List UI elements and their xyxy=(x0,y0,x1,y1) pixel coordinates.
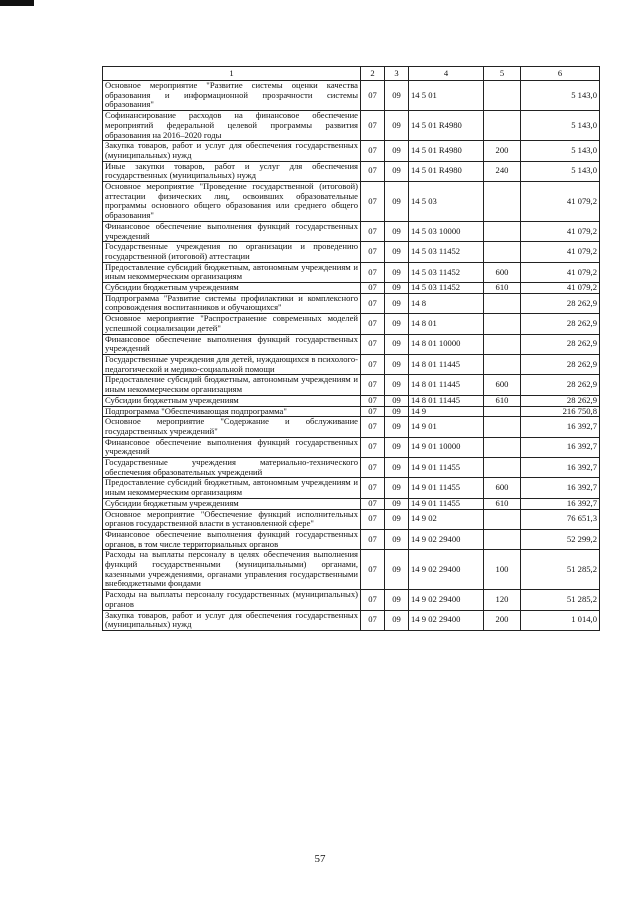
row-name: Расходы на выплаты персоналу государственных (муниципальных) органов xyxy=(103,590,361,610)
row-subsection: 09 xyxy=(385,221,409,241)
row-section: 07 xyxy=(361,283,385,294)
table-row xyxy=(103,283,600,294)
table-row xyxy=(103,375,600,395)
row-expense-type xyxy=(484,417,521,437)
row-expense-type: 200 xyxy=(484,610,521,630)
row-expense-type xyxy=(484,458,521,478)
row-target-code: 14 9 xyxy=(409,406,484,417)
row-subsection: 09 xyxy=(385,182,409,222)
row-name: Государственные учреждения материально-технического обеспечения образовательных учреждений xyxy=(103,458,361,478)
row-subsection: 09 xyxy=(385,314,409,334)
row-name: Финансовое обеспечение выполнения функций государственных учреждений xyxy=(103,437,361,457)
row-subsection: 09 xyxy=(385,262,409,282)
table-row xyxy=(103,81,600,111)
row-name: Финансовое обеспечение выполнения функций государственных учреждений xyxy=(103,334,361,354)
row-name: Субсидии бюджетным учреждениям xyxy=(103,498,361,509)
row-expense-type: 600 xyxy=(484,375,521,395)
row-expense-type xyxy=(484,437,521,457)
table-row xyxy=(103,262,600,282)
table-row xyxy=(103,458,600,478)
row-amount: 216 750,8 xyxy=(521,406,600,417)
row-subsection: 09 xyxy=(385,81,409,111)
row-amount: 51 285,2 xyxy=(521,550,600,590)
row-target-code: 14 8 01 10000 xyxy=(409,334,484,354)
row-target-code: 14 8 01 xyxy=(409,314,484,334)
table-body xyxy=(103,81,600,631)
table-row xyxy=(103,111,600,141)
row-name: Основное мероприятие "Распространение современных моделей успешной социализации детей" xyxy=(103,314,361,334)
row-subsection: 09 xyxy=(385,395,409,406)
row-section: 07 xyxy=(361,314,385,334)
row-subsection: 09 xyxy=(385,590,409,610)
row-target-code: 14 9 01 11455 xyxy=(409,498,484,509)
row-amount: 52 299,2 xyxy=(521,529,600,549)
row-name: Основное мероприятие "Содержание и обслуживание государственных учреждений" xyxy=(103,417,361,437)
row-name: Предоставление субсидий бюджетным, автономным учреждениям и иным некоммерческим организациям xyxy=(103,375,361,395)
row-target-code: 14 9 01 10000 xyxy=(409,437,484,457)
row-section: 07 xyxy=(361,354,385,374)
row-target-code: 14 9 01 xyxy=(409,417,484,437)
table-row xyxy=(103,182,600,222)
row-amount: 28 262,9 xyxy=(521,334,600,354)
row-subsection: 09 xyxy=(385,550,409,590)
row-amount: 5 143,0 xyxy=(521,81,600,111)
row-expense-type xyxy=(484,406,521,417)
table-row xyxy=(103,437,600,457)
row-expense-type: 120 xyxy=(484,590,521,610)
row-subsection: 09 xyxy=(385,283,409,294)
row-expense-type xyxy=(484,314,521,334)
row-amount: 5 143,0 xyxy=(521,141,600,161)
page-number: 57 xyxy=(314,853,326,865)
row-amount: 16 392,7 xyxy=(521,437,600,457)
row-subsection: 09 xyxy=(385,293,409,313)
row-subsection: 09 xyxy=(385,437,409,457)
row-amount: 5 143,0 xyxy=(521,111,600,141)
row-subsection: 09 xyxy=(385,334,409,354)
row-name: Государственные учреждения по организации и проведению государственной (итоговой) аттестации xyxy=(103,242,361,262)
row-expense-type xyxy=(484,182,521,222)
table-row xyxy=(103,242,600,262)
table-row xyxy=(103,395,600,406)
row-section: 07 xyxy=(361,221,385,241)
table-row xyxy=(103,478,600,498)
table-row xyxy=(103,314,600,334)
table-row xyxy=(103,550,600,590)
row-expense-type: 610 xyxy=(484,395,521,406)
row-name: Финансовое обеспечение выполнения функций государственных учреждений xyxy=(103,221,361,241)
table-row xyxy=(103,334,600,354)
row-name: Подпрограмма "Развитие системы профилактики и комплексного сопровождения воспитанников и обучающихся" xyxy=(103,293,361,313)
row-subsection: 09 xyxy=(385,610,409,630)
row-target-code: 14 5 01 R4980 xyxy=(409,141,484,161)
row-subsection: 09 xyxy=(385,417,409,437)
row-target-code: 14 5 01 R4980 xyxy=(409,161,484,181)
row-expense-type xyxy=(484,81,521,111)
row-section: 07 xyxy=(361,417,385,437)
row-subsection: 09 xyxy=(385,354,409,374)
table-row xyxy=(103,498,600,509)
row-amount: 41 079,2 xyxy=(521,182,600,222)
row-expense-type xyxy=(484,509,521,529)
table-row xyxy=(103,610,600,630)
row-amount: 16 392,7 xyxy=(521,458,600,478)
table-header-row xyxy=(103,67,600,81)
row-name: Закупка товаров, работ и услуг для обеспечения государственных (муниципальных) нужд xyxy=(103,141,361,161)
row-target-code: 14 8 01 11445 xyxy=(409,375,484,395)
row-section: 07 xyxy=(361,498,385,509)
row-name: Подпрограмма "Обеспечивающая подпрограмма" xyxy=(103,406,361,417)
row-subsection: 09 xyxy=(385,529,409,549)
row-expense-type: 200 xyxy=(484,141,521,161)
header-col-name: 1 xyxy=(103,67,361,81)
row-amount: 16 392,7 xyxy=(521,498,600,509)
header-col-amount: 6 xyxy=(521,67,600,81)
table-row xyxy=(103,417,600,437)
row-subsection: 09 xyxy=(385,141,409,161)
row-amount: 41 079,2 xyxy=(521,242,600,262)
row-name: Закупка товаров, работ и услуг для обеспечения государственных (муниципальных) нужд xyxy=(103,610,361,630)
row-section: 07 xyxy=(361,81,385,111)
row-section: 07 xyxy=(361,509,385,529)
row-target-code: 14 9 01 11455 xyxy=(409,458,484,478)
row-section: 07 xyxy=(361,395,385,406)
row-amount: 16 392,7 xyxy=(521,478,600,498)
row-subsection: 09 xyxy=(385,111,409,141)
row-target-code: 14 9 02 29400 xyxy=(409,529,484,549)
row-section: 07 xyxy=(361,478,385,498)
row-expense-type: 600 xyxy=(484,478,521,498)
row-subsection: 09 xyxy=(385,458,409,478)
row-name: Субсидии бюджетным учреждениям xyxy=(103,395,361,406)
row-name: Государственные учреждения для детей, нуждающихся в психолого-педагогической и медико-социальной помощи xyxy=(103,354,361,374)
row-section: 07 xyxy=(361,610,385,630)
row-amount: 28 262,9 xyxy=(521,354,600,374)
row-target-code: 14 5 03 11452 xyxy=(409,262,484,282)
row-expense-type xyxy=(484,334,521,354)
row-expense-type xyxy=(484,111,521,141)
row-amount: 5 143,0 xyxy=(521,161,600,181)
row-target-code: 14 8 01 11445 xyxy=(409,354,484,374)
table-row xyxy=(103,354,600,374)
header-col-subsection: 3 xyxy=(385,67,409,81)
row-expense-type: 610 xyxy=(484,283,521,294)
row-expense-type: 600 xyxy=(484,262,521,282)
table-row xyxy=(103,221,600,241)
table-row xyxy=(103,590,600,610)
row-name: Основное мероприятие "Развитие системы оценки качества образования и информационной прозрачности системы образования" xyxy=(103,81,361,111)
row-amount: 51 285,2 xyxy=(521,590,600,610)
row-amount: 16 392,7 xyxy=(521,417,600,437)
row-target-code: 14 8 xyxy=(409,293,484,313)
row-target-code: 14 5 01 R4980 xyxy=(409,111,484,141)
row-amount: 41 079,2 xyxy=(521,283,600,294)
row-section: 07 xyxy=(361,242,385,262)
table-row xyxy=(103,529,600,549)
row-expense-type xyxy=(484,242,521,262)
row-expense-type: 240 xyxy=(484,161,521,181)
row-target-code: 14 5 03 xyxy=(409,182,484,222)
budget-table xyxy=(102,66,600,631)
row-section: 07 xyxy=(361,590,385,610)
row-amount: 28 262,9 xyxy=(521,314,600,334)
row-section: 07 xyxy=(361,161,385,181)
row-section: 07 xyxy=(361,529,385,549)
row-name: Основное мероприятие "Проведение государственной (итоговой) аттестации физических лиц, освоивших образовательные программы основного общего образования или среднего общего образования" xyxy=(103,182,361,222)
row-section: 07 xyxy=(361,262,385,282)
row-subsection: 09 xyxy=(385,242,409,262)
row-target-code: 14 8 01 11445 xyxy=(409,395,484,406)
row-expense-type xyxy=(484,293,521,313)
row-target-code: 14 5 01 xyxy=(409,81,484,111)
row-target-code: 14 5 03 10000 xyxy=(409,221,484,241)
row-amount: 1 014,0 xyxy=(521,610,600,630)
row-target-code: 14 9 02 29400 xyxy=(409,550,484,590)
table-row xyxy=(103,293,600,313)
row-name: Финансовое обеспечение выполнения функций государственных органов, в том числе территориальных органов xyxy=(103,529,361,549)
row-subsection: 09 xyxy=(385,406,409,417)
row-subsection: 09 xyxy=(385,478,409,498)
row-section: 07 xyxy=(361,334,385,354)
row-section: 07 xyxy=(361,458,385,478)
row-section: 07 xyxy=(361,406,385,417)
row-section: 07 xyxy=(361,182,385,222)
row-amount: 76 651,3 xyxy=(521,509,600,529)
row-section: 07 xyxy=(361,375,385,395)
row-target-code: 14 9 02 xyxy=(409,509,484,529)
header-col-target-code: 4 xyxy=(409,67,484,81)
table-row xyxy=(103,161,600,181)
row-target-code: 14 9 02 29400 xyxy=(409,610,484,630)
header-col-expense-type: 5 xyxy=(484,67,521,81)
row-amount: 28 262,9 xyxy=(521,395,600,406)
row-name: Основное мероприятие "Обеспечение функций исполнительных органов государственной власти в установленной сфере" xyxy=(103,509,361,529)
table-row xyxy=(103,509,600,529)
row-name: Расходы на выплаты персоналу в целях обеспечения выполнения функций государственными (муниципальными) органами, казенными учреждениями, органами управления государственными внебюджетными фондами xyxy=(103,550,361,590)
row-expense-type xyxy=(484,354,521,374)
row-amount: 41 079,2 xyxy=(521,221,600,241)
row-name: Софинансирование расходов на финансовое обеспечение мероприятий федеральной целевой программы развития образования на 2016–2020 годы xyxy=(103,111,361,141)
row-section: 07 xyxy=(361,141,385,161)
table-row xyxy=(103,141,600,161)
row-amount: 28 262,9 xyxy=(521,375,600,395)
row-target-code: 14 9 01 11455 xyxy=(409,478,484,498)
row-amount: 28 262,9 xyxy=(521,293,600,313)
row-subsection: 09 xyxy=(385,161,409,181)
row-target-code: 14 9 02 29400 xyxy=(409,590,484,610)
row-name: Предоставление субсидий бюджетным, автономным учреждениям и иным некоммерческим организациям xyxy=(103,262,361,282)
row-name: Субсидии бюджетным учреждениям xyxy=(103,283,361,294)
row-section: 07 xyxy=(361,111,385,141)
row-section: 07 xyxy=(361,437,385,457)
row-expense-type: 100 xyxy=(484,550,521,590)
row-expense-type xyxy=(484,529,521,549)
row-subsection: 09 xyxy=(385,498,409,509)
row-subsection: 09 xyxy=(385,509,409,529)
row-subsection: 09 xyxy=(385,375,409,395)
row-target-code: 14 5 03 11452 xyxy=(409,283,484,294)
row-section: 07 xyxy=(361,550,385,590)
row-expense-type xyxy=(484,221,521,241)
row-expense-type: 610 xyxy=(484,498,521,509)
header-col-section: 2 xyxy=(361,67,385,81)
row-section: 07 xyxy=(361,293,385,313)
scan-corner-mark xyxy=(0,0,34,6)
table-row xyxy=(103,406,600,417)
row-target-code: 14 5 03 11452 xyxy=(409,242,484,262)
row-name: Иные закупки товаров, работ и услуг для обеспечения государственных (муниципальных) нужд xyxy=(103,161,361,181)
row-amount: 41 079,2 xyxy=(521,262,600,282)
row-name: Предоставление субсидий бюджетным, автономным учреждениям и иным некоммерческим организациям xyxy=(103,478,361,498)
